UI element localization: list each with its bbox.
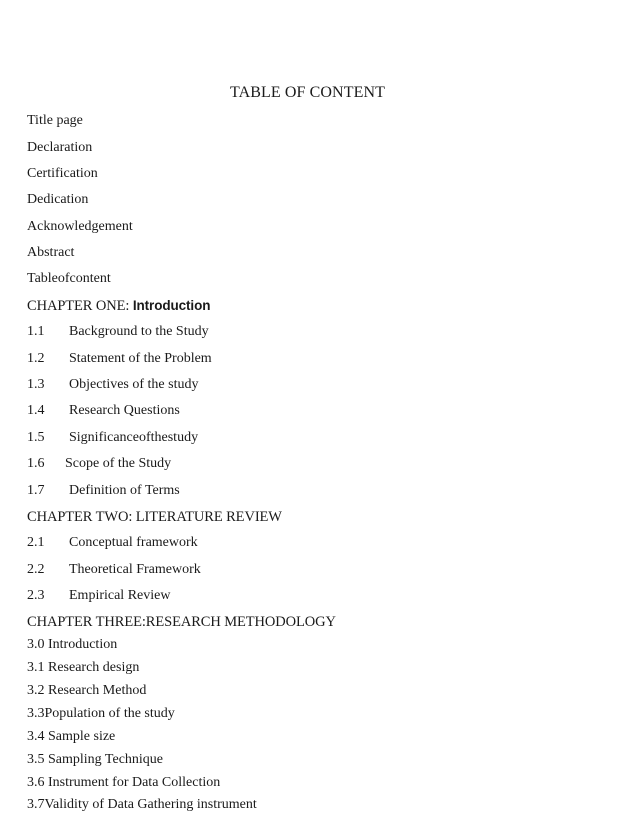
- toc-entry-title-page: Title page: [27, 113, 83, 128]
- toc-entry-3-2: 3.2 Research Method: [27, 683, 147, 698]
- section-number: 1.4: [27, 403, 45, 418]
- section-number: 1.2: [27, 351, 45, 366]
- section-number: 1.1: [27, 324, 45, 339]
- section-number: 1.7: [27, 483, 45, 498]
- toc-entry-3-5: 3.5 Sampling Technique: [27, 752, 164, 767]
- chapter-one-heading-prefix: CHAPTER ONE:: [27, 298, 133, 314]
- section-number: 2.1: [27, 535, 45, 550]
- toc-entry-1-3: [27, 376, 198, 394]
- chapter-one-heading: [27, 297, 210, 315]
- toc-entry-dedication: Dedication: [27, 192, 89, 207]
- toc-entry-2-2: [27, 561, 201, 579]
- section-title: Scope of the Study: [65, 456, 172, 471]
- toc-entry-1-1: [27, 323, 209, 341]
- section-title: Definition of Terms: [69, 483, 180, 498]
- toc-entry-3-3: 3.3Population of the study: [27, 706, 175, 721]
- chapter-three-heading: CHAPTER THREE:RESEARCH METHODOLOGY: [27, 614, 336, 630]
- toc-entry-table-of-content: Tableofcontent: [27, 271, 111, 286]
- toc-entry-abstract: Abstract: [27, 245, 75, 260]
- toc-entry-3-0: 3.0 Introduction: [27, 637, 118, 652]
- section-title: Research Questions: [69, 403, 180, 418]
- section-title: Statement of the Problem: [69, 351, 212, 366]
- toc-entry-2-3: [27, 587, 170, 605]
- section-number: 1.6: [27, 456, 45, 471]
- toc-entry-declaration: Declaration: [27, 140, 93, 155]
- section-number: 2.3: [27, 588, 45, 603]
- section-number: 1.3: [27, 377, 45, 392]
- toc-entry-1-4: [27, 402, 180, 420]
- toc-entry-3-1: 3.1 Research design: [27, 660, 140, 675]
- section-title: Background to the Study: [69, 324, 209, 339]
- toc-entry-3-6: 3.6 Instrument for Data Collection: [27, 775, 221, 790]
- toc-entry-certification: Certification: [27, 166, 98, 181]
- section-title: Significanceofthestudy: [69, 430, 199, 445]
- section-title: Theoretical Framework: [69, 562, 201, 577]
- section-number: 1.5: [27, 430, 45, 445]
- section-title: Conceptual framework: [69, 535, 198, 550]
- chapter-one-heading-title: Introduction: [132, 298, 211, 313]
- section-title: Objectives of the study: [69, 377, 199, 392]
- toc-entry-1-2: [27, 350, 212, 368]
- section-title: Empirical Review: [69, 588, 171, 603]
- page-title: TABLE OF CONTENT: [230, 84, 385, 101]
- toc-entry-1-5: [27, 429, 198, 447]
- toc-entry-3-7: 3.7Validity of Data Gathering instrument: [27, 797, 257, 812]
- toc-entry-1-7: [27, 482, 180, 500]
- section-number: 2.2: [27, 562, 45, 577]
- chapter-two-heading: CHAPTER TWO: LITERATURE REVIEW: [27, 509, 282, 525]
- toc-entry-1-6: [27, 455, 171, 473]
- toc-entry-2-1: [27, 534, 198, 552]
- toc-entry-3-4: 3.4 Sample size: [27, 729, 116, 744]
- toc-entry-acknowledgement: Acknowledgement: [27, 219, 133, 234]
